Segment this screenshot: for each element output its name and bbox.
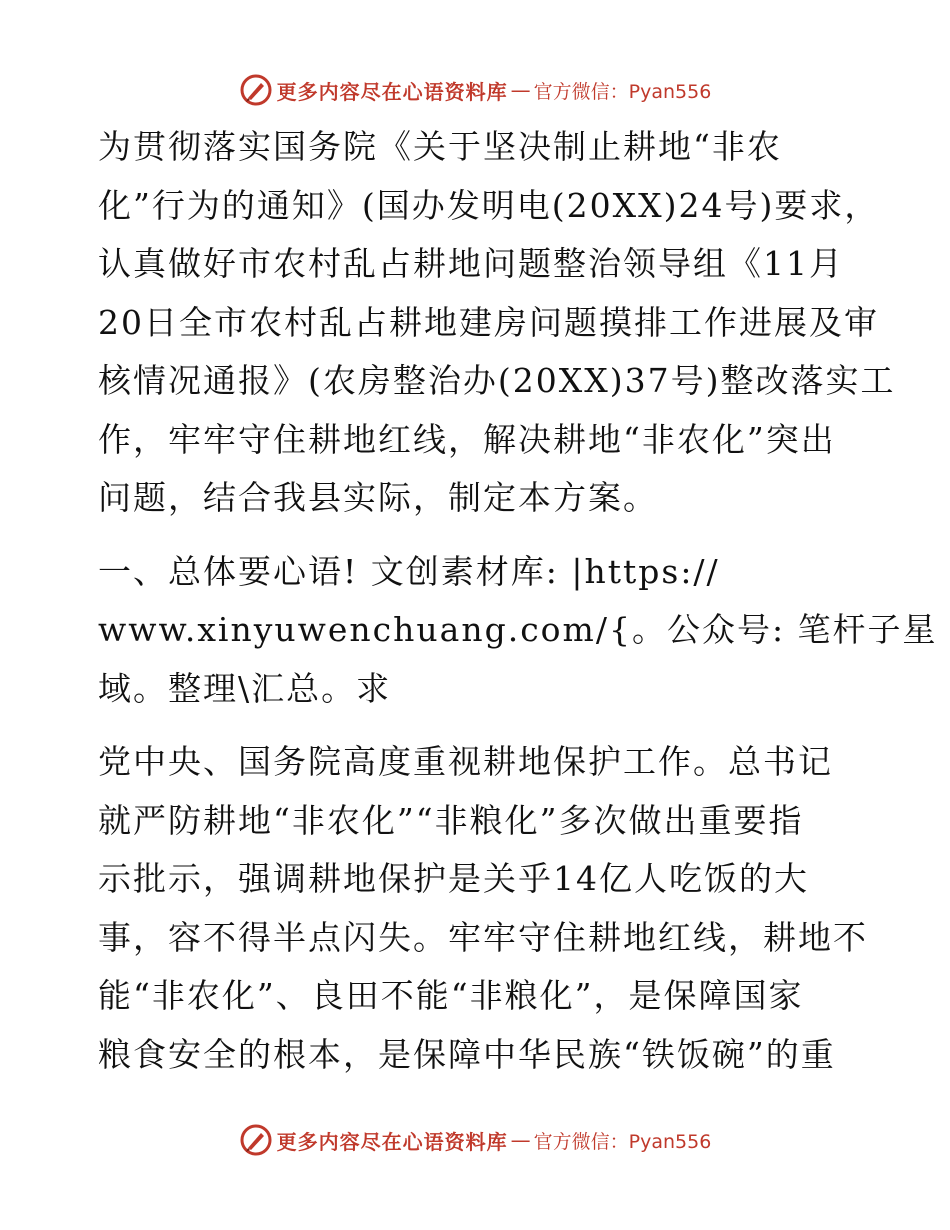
footer-watermark-banner bbox=[0, 1118, 950, 1162]
text-line: 域。整理\汇总。求 bbox=[98, 668, 392, 708]
text-line: 一、总体要心语! 文创素材库: |https:// bbox=[98, 551, 720, 591]
paragraph-body bbox=[98, 733, 868, 1084]
text-line: 为贯彻落实国务院《关于坚决制止耕地“非农 bbox=[98, 127, 782, 166]
text-line: 化”行为的通知》(国办发明电(20XX)24号)要求， bbox=[98, 185, 880, 225]
text-line: 20日全市农村乱占耕地建房问题摸排工作进展及审 bbox=[98, 302, 879, 342]
banner-brand-text: 更多内容尽在心语资料库 bbox=[276, 79, 508, 104]
pen-logo-icon bbox=[239, 1123, 273, 1157]
banner-separator: — bbox=[510, 78, 531, 102]
paragraph-intro bbox=[98, 118, 896, 528]
text-line: 党中央、国务院高度重视耕地保护工作。总书记 bbox=[98, 742, 833, 781]
text-line: 粮食安全的根本，是保障中华民族“铁饭碗”的重 bbox=[98, 1034, 836, 1074]
text-line: 作，牢牢守住耕地红线，解决耕地“非农化”突出 bbox=[98, 419, 836, 459]
banner-wechat-text: 官方微信：Pyan556 bbox=[533, 1130, 712, 1153]
text-line: 事，容不得半点闪失。牢牢守住耕地红线，耕地不 bbox=[98, 917, 868, 957]
header-watermark-banner bbox=[0, 68, 950, 112]
banner-brand-text: 更多内容尽在心语资料库 bbox=[276, 1129, 508, 1154]
banner-wechat-text: 官方微信：Pyan556 bbox=[533, 80, 712, 103]
pen-logo-icon bbox=[239, 73, 273, 107]
text-line: 示批示，强调耕地保护是关乎14亿人吃饭的大 bbox=[98, 859, 809, 898]
text-line: 问题，结合我县实际，制定本方案。 bbox=[98, 478, 658, 517]
document-body bbox=[98, 118, 938, 1084]
text-line: 核情况通报》(农房整治办(20XX)37号)整改落实工 bbox=[98, 361, 896, 400]
text-line: 就严防耕地“非农化”“非粮化”多次做出重要指 bbox=[98, 800, 804, 840]
text-line: www.xinyuwenchuang.com/{。公众号: 笔杆子星 bbox=[98, 610, 938, 649]
text-line: 能“非农化”、良田不能“非粮化”，是保障国家 bbox=[98, 976, 804, 1015]
text-line: 认真做好市农村乱占耕地问题整治领导组《11月 bbox=[98, 244, 844, 283]
banner-separator: — bbox=[510, 1128, 531, 1152]
paragraph-section-heading bbox=[98, 543, 938, 719]
